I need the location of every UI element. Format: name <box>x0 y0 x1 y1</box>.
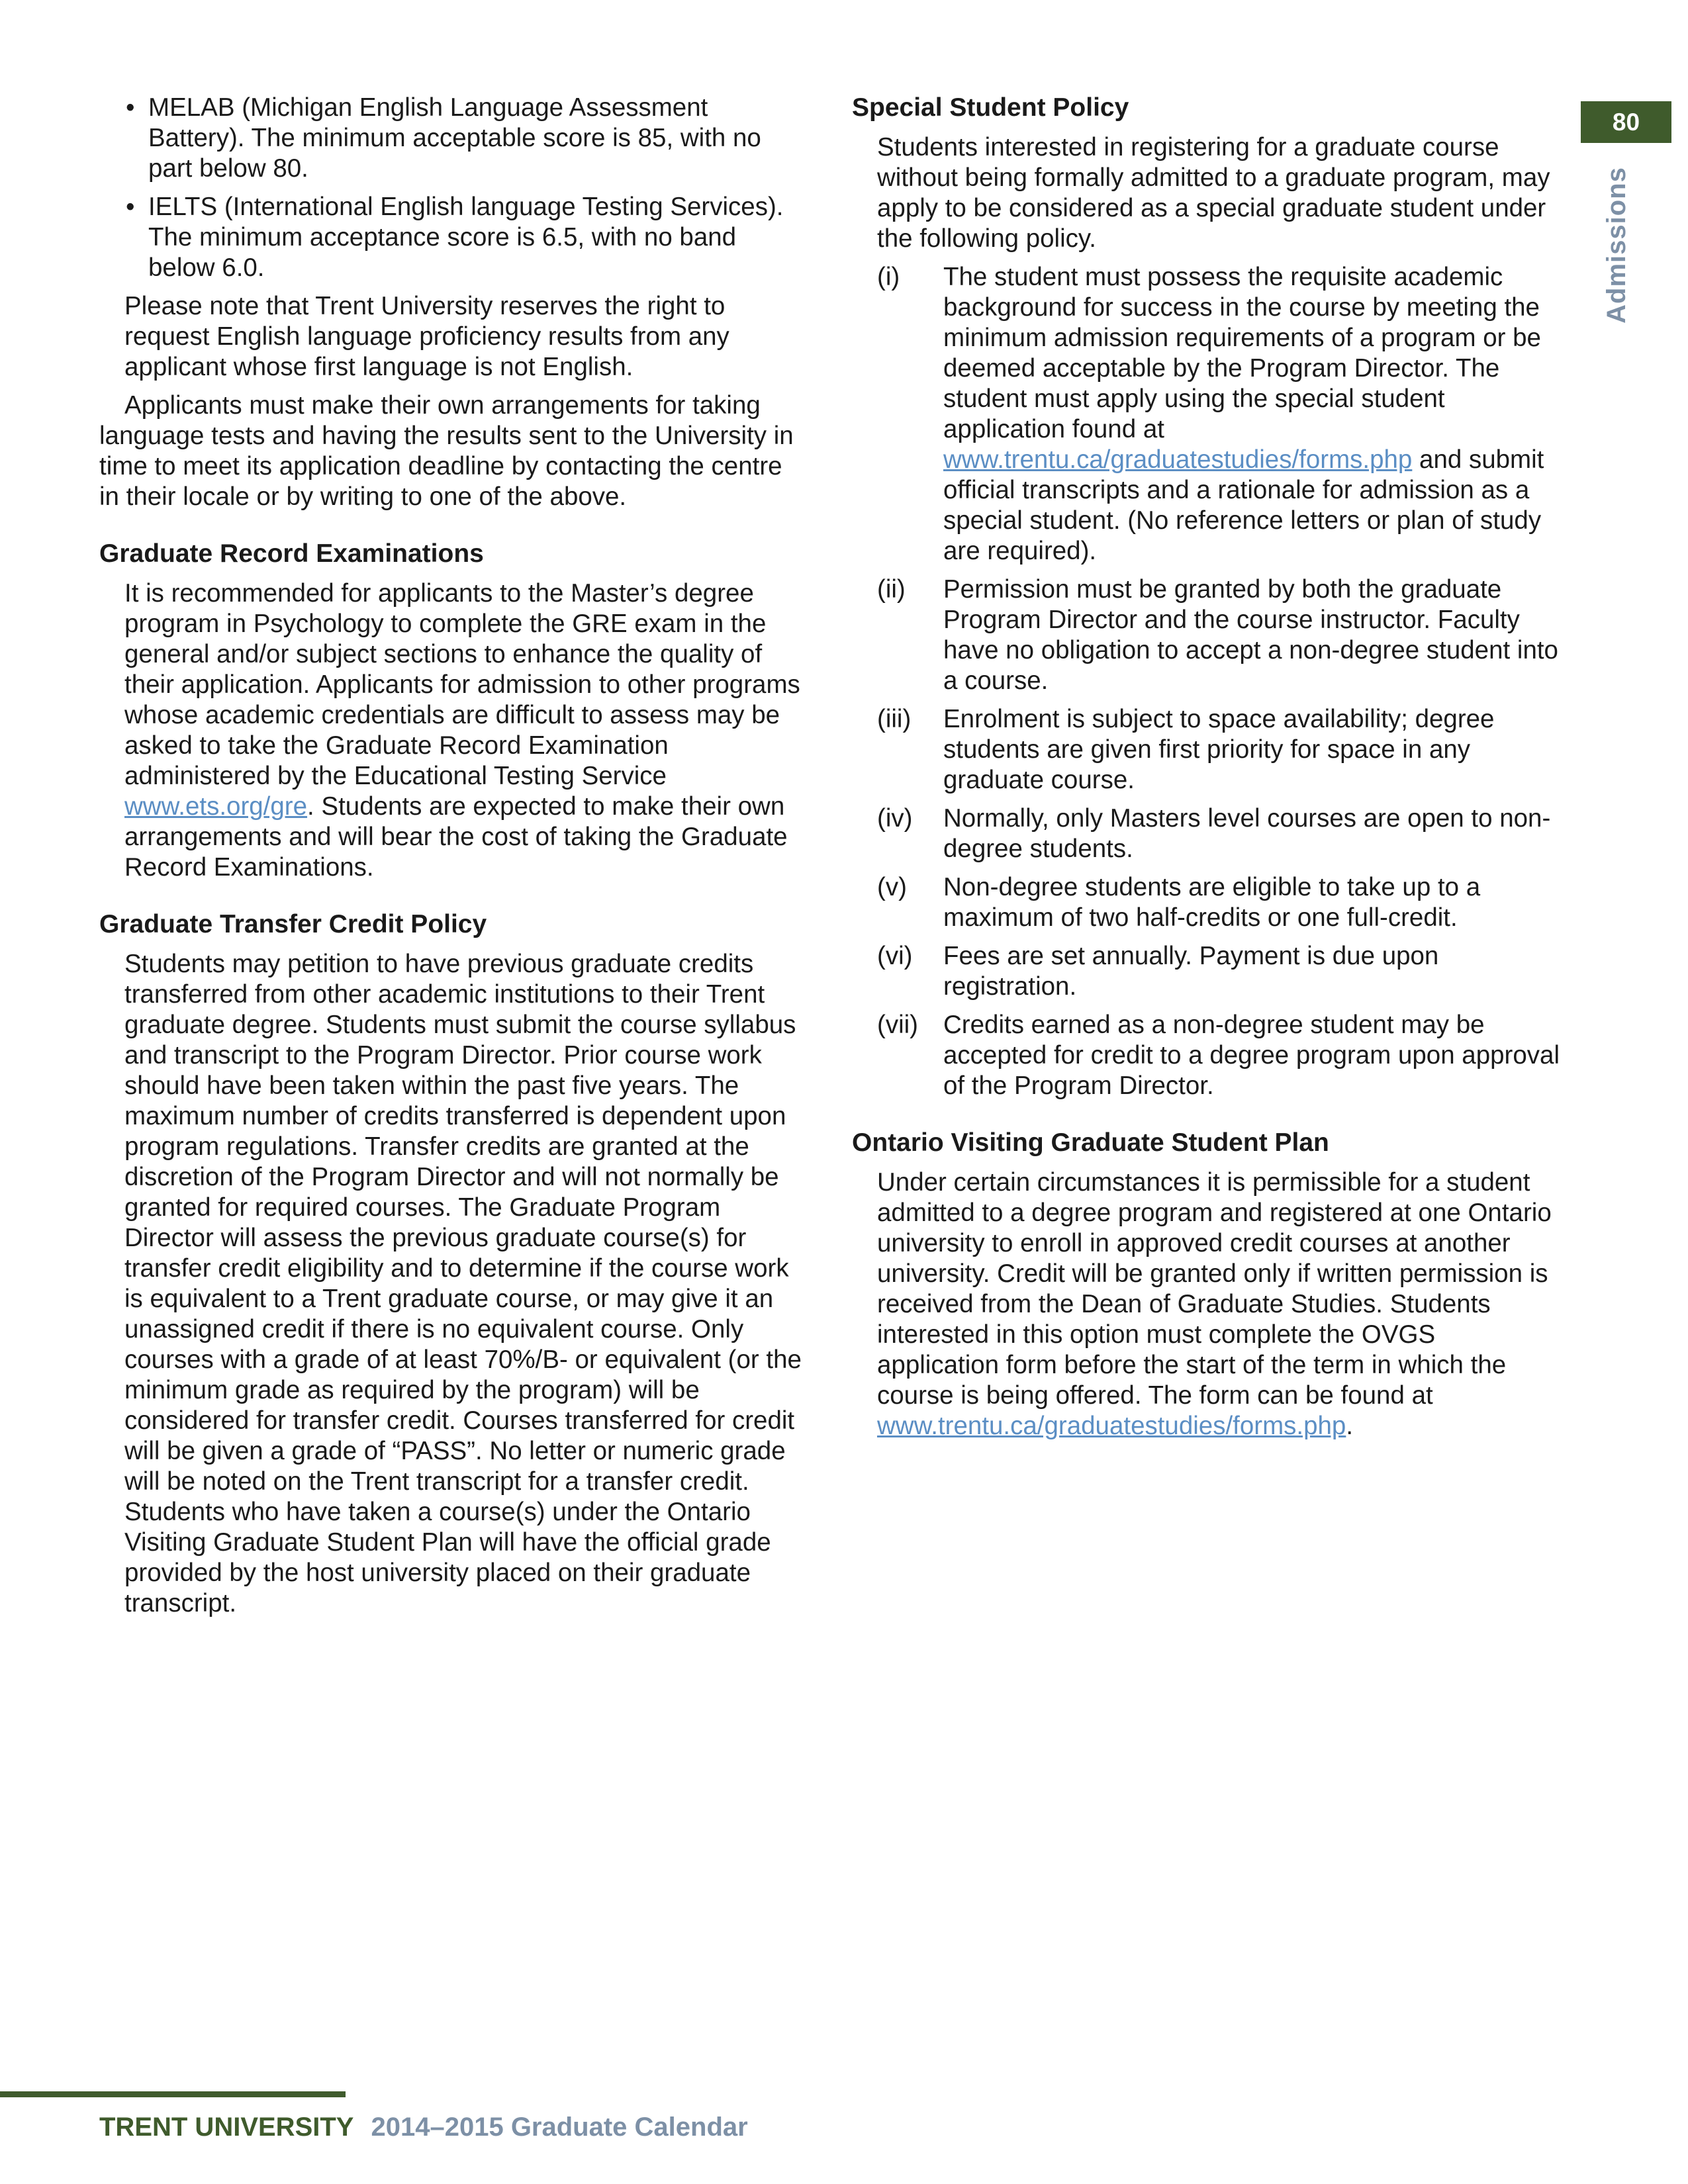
list-item <box>877 262 1560 567</box>
item-number: (ii) <box>877 575 906 604</box>
special-student-forms-link[interactable]: www.trentu.ca/graduatestudies/forms.php <box>943 445 1413 474</box>
list-item <box>877 704 1560 796</box>
list-item <box>877 1010 1560 1101</box>
section-tab <box>1583 165 1650 324</box>
item-text: Fees are set annually. Payment is due upon registration. <box>943 942 1439 1001</box>
gre-heading: Graduate Record Examinations <box>99 539 484 568</box>
footer-rule <box>0 2091 346 2097</box>
transfer-credit-section <box>99 949 808 1619</box>
item-number: (iv) <box>877 804 913 833</box>
proficiency-note: Please note that Trent University reserves the right to request English language proficiency results from any applicant whose first language is not English. <box>124 292 729 381</box>
item-text: Non-degree students are eligible to take up to a maximum of two half-credits or one full-credit. <box>943 873 1481 932</box>
item-text: Permission must be granted by both the graduate Program Director and the course instructor. Faculty have no obligation to accept a non-degree student into a course. <box>943 575 1558 695</box>
item-number: (iii) <box>877 705 912 733</box>
item-number: (vi) <box>877 942 913 970</box>
special-student-heading: Special Student Policy <box>852 93 1129 122</box>
gre-text-end: . Students are expected to make their own arrangements and will bear the cost of taking the Graduate Record Examinations. <box>124 792 788 882</box>
item-text-end: and submit official transcripts and a rationale for admission as a special student. (No reference letters or plan of study are required). <box>943 445 1544 565</box>
language-test-list <box>99 93 808 283</box>
transfer-credit-heading: Graduate Transfer Credit Policy <box>99 910 487 938</box>
item-text: Enrolment is subject to space availability; degree students are given first priority for space in any graduate course. <box>943 705 1495 794</box>
list-item <box>877 941 1560 1002</box>
gre-section <box>99 578 808 883</box>
arrangements-paragraph: Applicants must make their own arrangements for taking language tests and having the results sent to the University in time to meet its application deadline by contacting the centre in their locale or by writing to one of the above. <box>99 391 794 511</box>
gre-paragraph <box>124 578 808 883</box>
item-text-start: The student must possess the requisite academic background for success in the course by meeting the minimum admission requirements of a program or be deemed acceptable by the Program Director. The student must apply using the special student application found at <box>943 263 1541 443</box>
list-item <box>877 803 1560 864</box>
gre-text: It is recommended for applicants to the Master’s degree program in Psychology to complete the GRE exam in the general and/or subject sections to enhance the quality of their application. Applicants for admission to other programs whose academic credentials are difficult to assess may be asked to take the Graduate Record Examination administered by the Educational Testing Service <box>124 579 800 790</box>
item-text: Credits earned as a non-degree student may be accepted for credit to a degree program upon approval of the Program Director. <box>943 1011 1560 1100</box>
ets-gre-link[interactable]: www.ets.org/gre <box>124 792 308 821</box>
item-number: (i) <box>877 263 900 291</box>
item-text <box>943 262 1560 567</box>
ovgs-paragraph <box>877 1167 1560 1441</box>
item-number: (vii) <box>877 1011 918 1039</box>
transfer-credit-paragraph: Students may petition to have previous graduate credits transferred from other academic institutions to their Trent graduate degree. Students must submit the course syllabus and transcript to the Program Director. Prior course work should have been taken within the past five years. The maximum number of credits transferred is dependent upon program regulations. Transfer credits are granted at the discretion of the Program Director and will not normally be granted for required courses. The Graduate Program Director will assess the previous graduate course(s) for transfer credit eligibility and to determine if the course work is equivalent to a Trent graduate course, or may give it an unassigned credit if there is no equivalent course. Only courses with a grade of at least 70%/B- or equivalent (or the minimum grade as required by the program) will be considered for transfer credit. Courses transferred for credit will be given a grade of “PASS”. No letter or numeric grade will be noted on the Trent transcript for a transfer credit. Students who have taken a course(s) under the Ontario Visiting Graduate Student Plan will have the official grade provided by the host university placed on their graduate transcript. <box>124 950 802 1617</box>
page-number: 80 <box>1581 101 1671 143</box>
ovgs-heading: Ontario Visiting Graduate Student Plan <box>852 1128 1329 1157</box>
special-student-intro-block <box>852 132 1560 254</box>
section-tab-label: Admissions <box>1601 166 1631 324</box>
special-student-policy-list <box>852 262 1560 1101</box>
list-item <box>877 574 1560 696</box>
item-text: Normally, only Masters level courses are open to non-degree students. <box>943 804 1551 863</box>
list-item <box>877 872 1560 933</box>
ovgs-text: Under certain circumstances it is permissible for a student admitted to a degree program and registered at one Ontario university to enroll in approved credit courses at another university. Credit will be granted only if written permission is received from the Dean of Graduate Studies. Students interested in this option must complete the OVGS application form before the start of the term in which the course is being offered. The form can be found at <box>877 1168 1552 1410</box>
special-student-intro: Students interested in registering for a graduate course without being formally admitted to a graduate program, may apply to be considered as a special graduate student under the following policy. <box>877 133 1550 253</box>
footer-calendar: 2014–2015 Graduate Calendar <box>371 2113 748 2142</box>
ovgs-forms-link[interactable]: www.trentu.ca/graduatestudies/forms.php <box>877 1412 1346 1440</box>
ovgs-section <box>852 1167 1560 1441</box>
footer <box>99 2111 748 2143</box>
left-column <box>99 93 808 1619</box>
language-notes <box>99 291 808 383</box>
item-number: (v) <box>877 873 907 901</box>
right-column <box>852 93 1560 1441</box>
footer-university: TRENT UNIVERSITY <box>99 2113 354 2142</box>
list-item: • IELTS (International English language Testing Services). The minimum acceptance score is 6.5, with no band below 6.0. <box>126 192 808 283</box>
ovgs-text-end: . <box>1346 1412 1354 1440</box>
list-item: • MELAB (Michigan English Language Assessment Battery). The minimum acceptable score is 85, with no part below 80. <box>126 93 808 184</box>
